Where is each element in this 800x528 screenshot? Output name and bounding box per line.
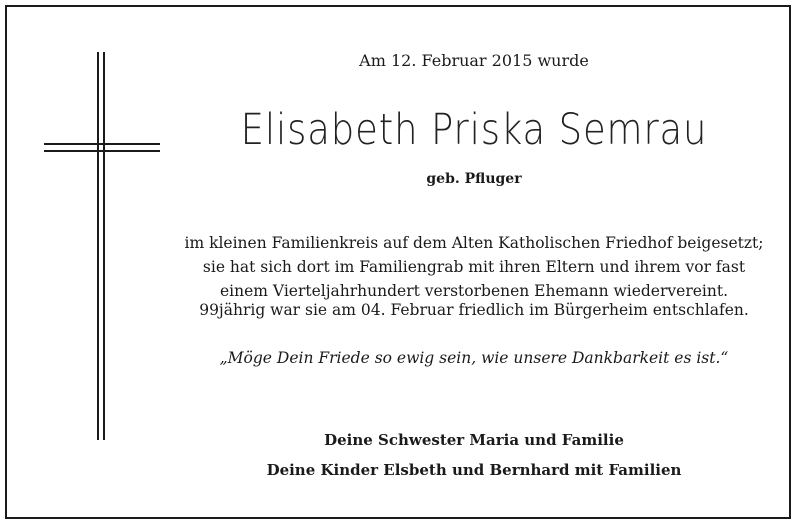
obituary-notice — [5, 5, 791, 519]
burial-text-line: im kleinen Familienkreis auf dem Alten Katholischen Friedhof beigesetzt; — [184, 234, 764, 252]
birth-name: geb. Pfluger — [426, 171, 522, 187]
cross-horizontal-bar-bottom — [44, 150, 160, 152]
signature-line: Deine Kinder Elsbeth und Bernhard mit Familien — [266, 461, 682, 479]
cross-vertical-bar-left — [97, 52, 99, 440]
burial-text — [157, 231, 791, 303]
quote-text: „Möge Dein Friede so ewig sein, wie unsere Dankbarkeit es ist.“ — [219, 349, 729, 367]
burial-text-line: sie hat sich dort im Familiengrab mit ihren Eltern und ihrem vor fast — [202, 258, 746, 276]
signature-line: Deine Schwester Maria und Familie — [324, 431, 624, 449]
burial-text-line: einem Vierteljahrhundert verstorbenen Ehemann wiedervereint. — [219, 282, 728, 300]
cross-horizontal-bar-top — [44, 143, 160, 145]
deceased-name: Elisabeth Priska Semrau — [240, 105, 708, 155]
intro-text: Am 12. Februar 2015 wurde — [359, 51, 589, 70]
death-text: 99jährig war sie am 04. Februar friedlich im Bürgerheim entschlafen. — [199, 301, 749, 319]
cross-vertical-bar-right — [103, 52, 105, 440]
